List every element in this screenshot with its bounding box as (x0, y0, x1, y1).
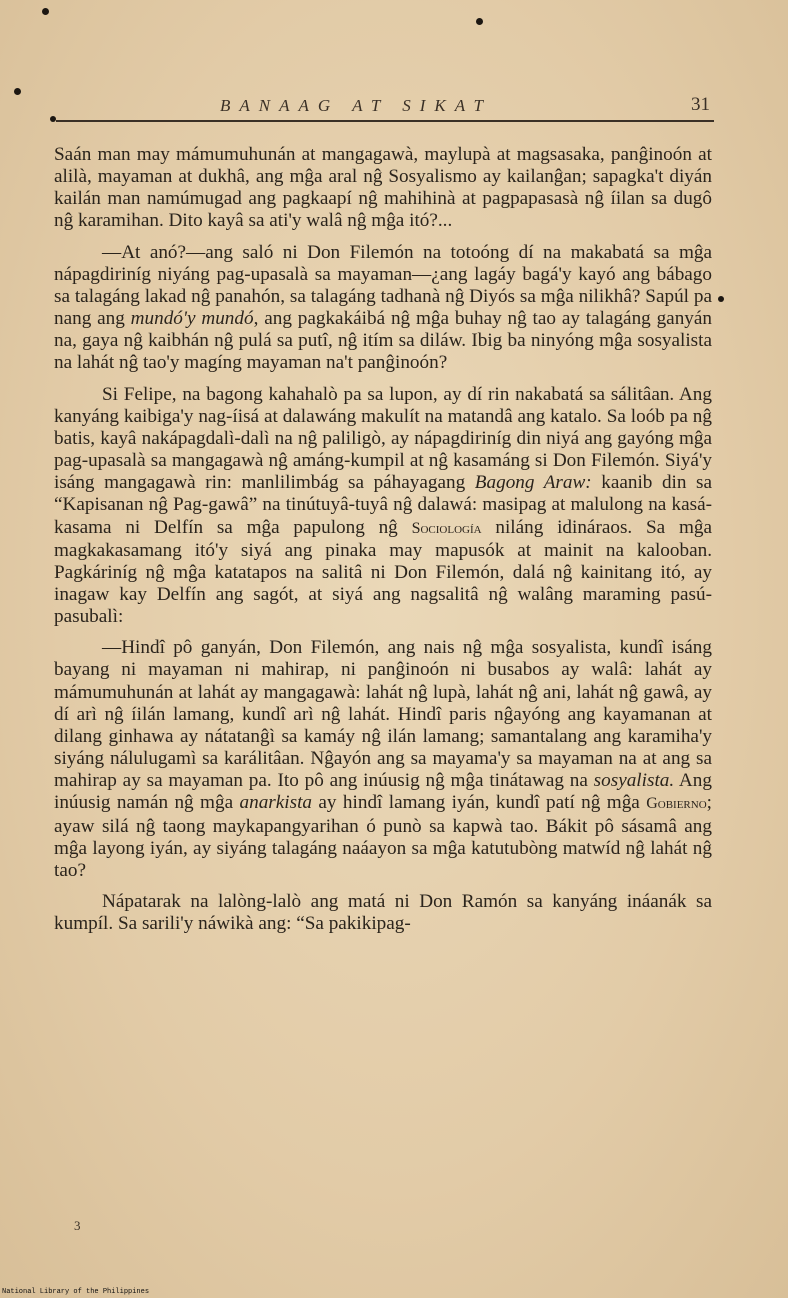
binding-hole-dot (14, 88, 21, 95)
text-run: —Hindî pô ganyán, Don Filemón, ang nais nĝ mĝa sosyalista, kundî isáng bayang ni mayaman ni mahirap, ni panĝinoón ni busabos ay walâ: lahát ay mámumuhunán at lahát ay mangagawà: lahát nĝ lupà, lahát nĝ ani, lahát nĝ gawâ, ay dí arì nĝ íilán lamang, kundî arì nĝ lahát. Hindî paris nĝayóng ang kayamanan at dilang ginhawa ay nátatanĝì sa kamáy nĝ ilán lamang; samantalang ang karamiha'y siyáng nálulugamì sa karálitâan. Nĝayón ang sa mayama'y sa mayaman na at ang sa mahirap ay sa mayaman pa. Ito pô ang inúusig nĝ mĝa tinátawag na (54, 637, 712, 792)
italic-phrase: anarkista (239, 792, 312, 814)
text-run: ay hindî lamang iyán, kundî patí nĝ mĝa (312, 792, 647, 814)
page-number: 31 (691, 94, 710, 115)
binding-hole-dot (718, 296, 724, 302)
body-text (54, 144, 712, 935)
small-caps-term: Gobierno (646, 795, 707, 813)
paragraph-gap (54, 233, 712, 242)
text-run: , ang pagkakáibá nĝ mĝa buhay nĝ tao ay talagáng ganyán na, gaya nĝ kaibhán nĝ pulá sa putî, nĝ itím sa diláw. Ibig ba ninyóng mĝa sosyalista na lahát nĝ tao'y magíng mayaman na't panĝinoón? (54, 308, 712, 374)
header-rule (56, 120, 714, 122)
paragraph-gap (54, 882, 712, 891)
italic-phrase: mundó'y mundó (130, 308, 254, 330)
signature-mark: 3 (74, 1218, 81, 1233)
text-run: Ang inúusig namán nĝ mĝa (54, 770, 712, 814)
page-header (56, 94, 716, 120)
paragraph-p2 (54, 242, 712, 375)
paragraph-gap (54, 375, 712, 384)
footer-credit: National Library of the Philippines (2, 1288, 150, 1296)
text-run: ; ayaw silá nĝ taong maykapangyarihan ó punò sa kapwà tao. Bákit pô sásamâ ang mĝa layong iyán, ay siyáng talagáng naáayon sa mĝa katutubòng matwíd nĝ lahát nĝ tao? (54, 792, 713, 881)
small-caps-term: Sociología (411, 519, 482, 537)
paragraph-p3 (54, 384, 712, 629)
italic-phrase: sosyalista. (593, 770, 675, 792)
paragraph-p1: Saán man may mámumuhunán at mangagawà, maylupà at magsasaka, panĝinoón at alilà, mayaman at dukhâ, ang mĝa aral nĝ Sosyalismo ay kailanĝan; sapagka't diyán kailán man namúmugad ang pagkaapí nĝ mahihinà at pagpapasasà nĝ íilan sa dugô nĝ karamihan. Dito kayâ sa ati'y walâ nĝ mĝa itó?... (54, 144, 712, 232)
binding-hole-dot (42, 8, 49, 15)
text-run: niláng idináraos. Sa mĝa magkakasamang itó'y siyá ang pinaka may mapusók at mainit na kalooban. Pagkáriníg nĝ mĝa katatapos na salitâ ni Don Filemón, dalá nĝ kainitang itó, ay inagaw kay Delfín ang sagót, at siyá ang nagsalitâ nĝ walâng maraming pasú-pasubalì: (54, 516, 712, 628)
binding-hole-dot (476, 18, 483, 25)
paragraph-p5: Nápatarak na lalòng-lalò ang matá ni Don Ramón sa kanyáng ináanák sa kumpíl. Sa sarili'y náwikà ang: “Sa pakikipag- (54, 891, 712, 935)
text-run: Si Felipe, na bagong kahahalò pa sa lupon, ay dí rin nakabatá sa sálitâan. Ang kanyáng kaibiga'y nag-íisá at dalawáng makulít na matandâ ang katalo. Sa loób pa nĝ batis, kayâ nakápagdalì-dalì na nĝ paliligò, ay nápagdiriníg din niyá ang gayóng mĝa pag-upasalà sa mangagawà nĝ amáng-kumpil at nĝ kasamáng si Don Filemón. Siyá'y isáng mangagawà rin: manlilimbág sa páhayagang (54, 383, 712, 494)
italic-phrase: Bagong Araw: (474, 472, 592, 494)
text-run: —At anó?—ang saló ni Don Filemón na totoóng dí na makabatá sa mĝa nápagdiriníg niyáng pag-upasalà sa mayaman—¿ang lagáy bagá'y kayó ang bábago sa talagáng lakad nĝ panahón, sa talagáng tadhanà nĝ Diyós sa mĝa nilikhâ? Sapúl pa nang ang (54, 241, 712, 330)
paragraph-p4 (54, 637, 712, 882)
running-title: BANAAG AT SIKAT (220, 96, 492, 115)
text-run: kaanib din sa “Kapisanan nĝ Pag-gawâ” na tinútuyâ-tuyâ nĝ dalawá: masipag at malulong na kasá-kasama ni Delfín sa mĝa papulong nĝ (54, 472, 713, 538)
paragraph-gap (54, 628, 712, 637)
